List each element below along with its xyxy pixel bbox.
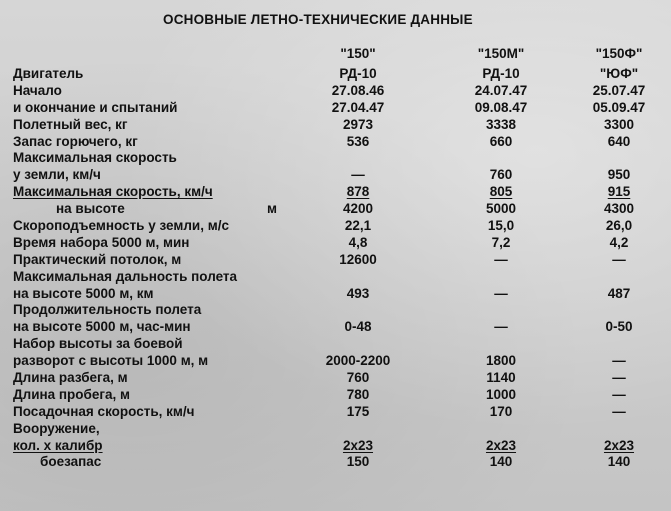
table-row	[0, 83, 671, 100]
cell-150m: 805	[489, 184, 513, 200]
cell-150f: 4,2	[609, 234, 629, 250]
table-row	[0, 302, 671, 319]
cell-150f: 2x23	[603, 437, 635, 453]
table-row	[0, 387, 671, 404]
cell-150f: —	[612, 353, 626, 369]
spec-table	[0, 66, 671, 471]
row-label-text: Полетный вес, кг	[13, 116, 128, 132]
row-label	[13, 150, 177, 167]
cell-150: 27.04.47	[331, 99, 385, 115]
row-label-text: Практический потолок, м	[13, 251, 182, 267]
cell-150f: 4300	[603, 201, 635, 217]
cell-150: 4,8	[348, 234, 368, 250]
table-row	[0, 319, 671, 336]
cell-150m: 760	[489, 167, 513, 183]
cell-150: 878	[346, 184, 370, 200]
table-row	[0, 353, 671, 370]
cell-150f: 915	[607, 184, 631, 200]
table-row	[0, 100, 671, 117]
cell-150: 12600	[339, 251, 377, 267]
cell-150m: 1000	[485, 386, 517, 402]
row-label-text: на высоте 5000 м, км	[13, 285, 154, 301]
row-label	[13, 100, 177, 117]
table-row	[0, 252, 671, 269]
row-label	[13, 319, 191, 336]
cell-150m: —	[494, 251, 508, 267]
row-label	[13, 218, 229, 235]
cell-150m: —	[494, 285, 508, 301]
cell-150m: 09.08.47	[474, 99, 528, 115]
row-label-text: Максимальная дальность полета	[13, 268, 238, 284]
row-label-text: Начало	[13, 82, 62, 98]
cell-150f: 640	[607, 133, 631, 149]
table-row	[0, 421, 671, 438]
row-label	[13, 353, 208, 370]
table-row	[0, 66, 671, 83]
cell-150: 2x23	[342, 437, 374, 453]
table-row	[0, 336, 671, 353]
column-header-150: "150"	[340, 46, 376, 61]
cell-150: 27.08.46	[331, 82, 385, 98]
cell-150m: 24.07.47	[474, 82, 528, 98]
row-unit: м	[267, 201, 277, 217]
cell-150f: 26,0	[605, 218, 633, 234]
cell-150m: 140	[489, 454, 513, 470]
row-label-text: кол. х калибр	[13, 437, 103, 453]
row-label	[13, 438, 103, 455]
cell-150m: 1800	[485, 353, 517, 369]
row-label	[13, 184, 213, 201]
column-header-150m: "150М"	[477, 46, 525, 61]
row-label-text: Время набора 5000 м, мин	[13, 234, 190, 250]
row-label-text: Двигатель	[13, 66, 84, 81]
cell-150: РД-10	[339, 66, 377, 81]
cell-150f: —	[612, 403, 626, 419]
cell-150: 493	[346, 285, 370, 301]
row-label-text: Вооружение,	[13, 420, 100, 436]
row-label	[13, 336, 183, 353]
cell-150m: 15,0	[487, 218, 515, 234]
cell-150: 760	[346, 370, 370, 386]
cell-150: 0-48	[344, 319, 372, 335]
row-label-text: Максимальная скорость, км/ч	[13, 184, 213, 200]
row-label	[13, 66, 83, 83]
row-label-text: Запас горючего, кг	[13, 133, 138, 149]
row-label-text: Продолжительность полета	[13, 302, 202, 318]
cell-150f: —	[612, 251, 626, 267]
table-row	[0, 370, 671, 387]
table-row	[0, 184, 671, 201]
row-label-text: Скороподъемность у земли, м/с	[13, 218, 229, 234]
row-label	[13, 134, 138, 151]
cell-150: 536	[346, 133, 370, 149]
row-label-text: и окончание и спытаний	[13, 99, 178, 115]
cell-150: 2973	[342, 116, 374, 132]
row-label-text: у земли, км/ч	[13, 167, 101, 183]
row-label	[13, 167, 101, 184]
cell-150m: —	[494, 319, 508, 335]
table-row	[0, 201, 671, 218]
row-label	[13, 370, 128, 387]
cell-150: 150	[346, 454, 370, 470]
row-label	[13, 117, 128, 134]
cell-150: 4200	[342, 201, 374, 217]
page-title: ОСНОВНЫЕ ЛЕТНО-ТЕХНИЧЕСКИЕ ДАННЫЕ	[163, 12, 473, 27]
cell-150: 22,1	[344, 218, 372, 234]
cell-150f: 3300	[603, 116, 635, 132]
cell-150m: 5000	[485, 201, 517, 217]
table-row	[0, 235, 671, 252]
row-label	[40, 454, 101, 471]
row-label	[13, 302, 201, 319]
cell-150m: 3338	[485, 116, 517, 132]
cell-150f: 140	[607, 454, 631, 470]
cell-150f: 05.09.47	[592, 99, 646, 115]
cell-150m: 1140	[486, 370, 516, 386]
cell-150: —	[351, 167, 365, 183]
cell-150m: 2x23	[485, 437, 517, 453]
row-label	[13, 387, 130, 404]
cell-150f: 487	[607, 285, 631, 301]
table-row	[0, 286, 671, 303]
table-row	[0, 150, 671, 167]
row-label-text: разворот с высоты 1000 м, м	[13, 353, 209, 369]
row-label-text: на высоте 5000 м, час-мин	[13, 319, 191, 335]
table-row	[0, 167, 671, 184]
row-label	[13, 269, 237, 286]
cell-150m: 7,2	[491, 234, 511, 250]
row-label-text: Набор высоты за боевой	[13, 336, 183, 352]
cell-150: 780	[346, 386, 370, 402]
row-label	[13, 421, 100, 438]
cell-150f: —	[612, 386, 626, 402]
column-headers	[0, 46, 671, 64]
row-label	[13, 286, 154, 303]
row-label	[13, 252, 181, 269]
column-header-150f: "150Ф"	[595, 46, 643, 61]
row-label-text: Длина разбега, м	[13, 370, 128, 386]
row-label-text: Длина пробега, м	[13, 386, 131, 402]
table-row	[0, 134, 671, 151]
table-row	[0, 269, 671, 286]
row-label	[13, 235, 189, 252]
row-label-text: боезапас	[40, 454, 102, 470]
cell-150f: "ЮФ"	[599, 66, 639, 81]
cell-150m: 660	[489, 133, 513, 149]
row-label	[13, 404, 194, 421]
row-label-text: Максимальная скорость	[13, 150, 177, 166]
row-label	[56, 201, 277, 218]
cell-150f: —	[612, 370, 626, 386]
table-row	[0, 438, 671, 455]
cell-150m: РД-10	[482, 66, 520, 81]
row-label-text: на высоте	[56, 201, 125, 217]
cell-150: 2000-2200	[325, 353, 391, 369]
table-row	[0, 218, 671, 235]
table-row	[0, 454, 671, 471]
cell-150f: 950	[607, 167, 631, 183]
table-row	[0, 404, 671, 421]
cell-150f: 25.07.47	[592, 82, 646, 98]
cell-150f: 0-50	[605, 319, 633, 335]
row-label	[13, 83, 62, 100]
row-label-text: Посадочная скорость, км/ч	[13, 403, 195, 419]
table-row	[0, 117, 671, 134]
cell-150: 175	[346, 403, 370, 419]
cell-150m: 170	[489, 403, 513, 419]
